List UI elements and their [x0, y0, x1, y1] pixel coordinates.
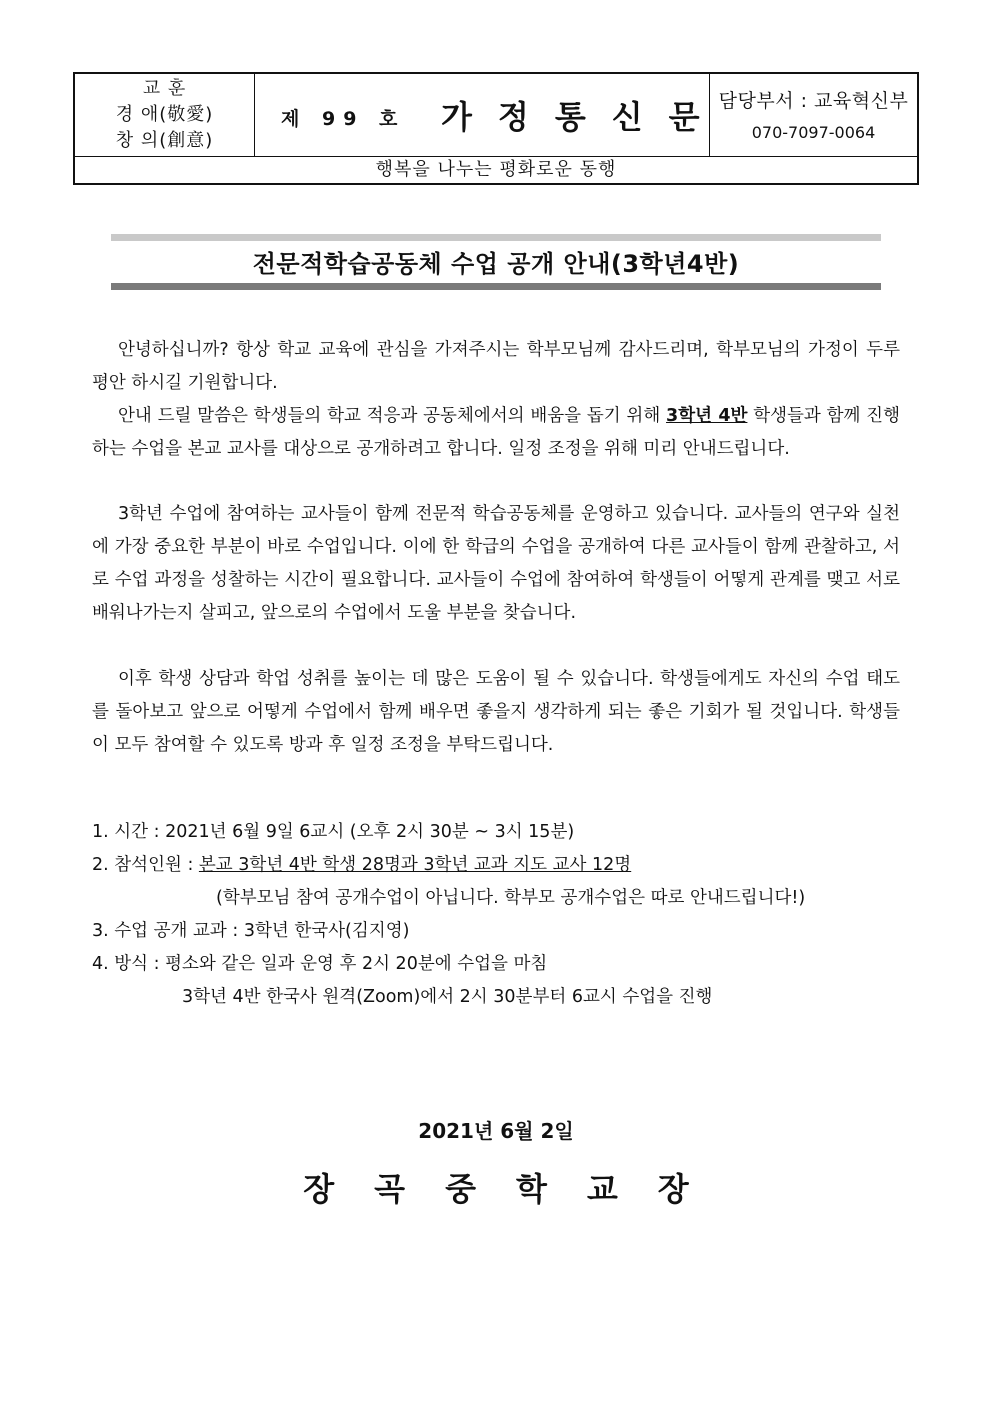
- attendees-value: 본교 3학년 4반 학생 28명과 3학년 교과 지도 교사 12명: [198, 855, 632, 875]
- issue-number: 제 99 호: [281, 108, 406, 130]
- target-class: 3학년 4반: [666, 406, 748, 426]
- purpose-text-before: 안내 드릴 말씀은 학생들의 학교 적응과 공동체에서의 배움을 돕기 위해: [118, 406, 667, 426]
- title-cell: [255, 74, 726, 156]
- attendees-note: (학부모님 참여 공개수업이 아닙니다. 학부모 공개수업은 따로 안내드립니다!): [216, 888, 806, 908]
- department: 담당부서 : 교육혁신부: [718, 90, 909, 112]
- issue-date: 2021년 6월 2일: [418, 1119, 574, 1143]
- detail-method: 4. 방식 : 평소와 같은 일과 운영 후 2시 20분에 수업을 마침: [92, 954, 548, 974]
- attendees-label: 2. 참석인원 :: [92, 855, 199, 875]
- detail-attendees: [92, 849, 912, 882]
- school-slogan: 행복을 나누는 평화로운 동행: [375, 159, 617, 180]
- school-motto: [75, 74, 255, 156]
- newsletter-title: 가정통신문: [441, 98, 726, 136]
- title-bar-bottom: [111, 283, 881, 290]
- document-title: 전문적학습공동체 수업 공개 안내(3학년4반): [252, 250, 740, 278]
- header-top-row: [75, 74, 917, 157]
- intro-paragraphs: [92, 334, 900, 466]
- detail-time: 1. 시간 : 2021년 6월 9일 6교시 (오후 2시 30분 ~ 3시 15분): [92, 822, 575, 842]
- phone-number: 070-7097-0064: [751, 123, 876, 142]
- paragraph-learning-community: [92, 498, 900, 630]
- motto-line-1: 경 애(敬愛): [115, 104, 214, 125]
- detail-subject: 3. 수업 공개 교과 : 3학년 한국사(김지영): [92, 921, 410, 941]
- principal-signature: 장곡중학교장: [303, 1170, 729, 1208]
- paragraph-greeting: 안녕하십니까? 항상 학교 교육에 관심을 가져주시는 학부모님께 감사드리며, 학부모님의 가정이 두루 평안 하시길 기원합니다.: [92, 340, 900, 393]
- detail-method-continued: 3학년 4반 한국사 원격(Zoom)에서 2시 30분부터 6교시 수업을 진행: [182, 987, 713, 1007]
- motto-line-2: 창 의(創意): [115, 130, 214, 151]
- motto-heading: 교 훈: [142, 78, 187, 99]
- title-bar-top: [111, 234, 881, 241]
- newsletter-header: [73, 72, 919, 185]
- benefits-text: 이후 학생 상담과 학업 성취를 높이는 데 많은 도움이 될 수 있습니다. 학생들에게도 자신의 수업 태도를 돌아보고 앞으로 어떻게 수업에서 함께 배우면 좋을지 생각하게 되는 좋은 기회가 될 것입니다. 학생들이 모두 참여할 수 있도록 방과 후 일정 조정을 부탁드립니다.: [92, 669, 900, 755]
- details-list: [92, 816, 912, 1014]
- paragraph-benefits: [92, 663, 900, 762]
- learning-community-text: 3학년 수업에 참여하는 교사들이 함께 전문적 학습공동체를 운영하고 있습니다. 교사들의 연구와 실천에 가장 중요한 부분이 바로 수업입니다. 이에 한 학급의 수업을 공개하여 다른 교사들이 함께 관찰하고, 서로 수업 과정을 성찰하는 시간이 필요합니다. 교사들이 수업에 참여하여 학생들이 어떻게 관계를 맺고 서로 배워나가는지 살피고, 앞으로의 수업에서 도울 부분을 찾습니다.: [92, 504, 900, 623]
- paragraph-purpose: [92, 400, 900, 466]
- department-cell: [710, 74, 917, 156]
- purpose-text-after: 학생들과 함께 진행하는 수업을 본교 교사를 대상으로 공개하려고 합니다. 일정 조정을 위해 미리 안내드립니다.: [92, 406, 900, 459]
